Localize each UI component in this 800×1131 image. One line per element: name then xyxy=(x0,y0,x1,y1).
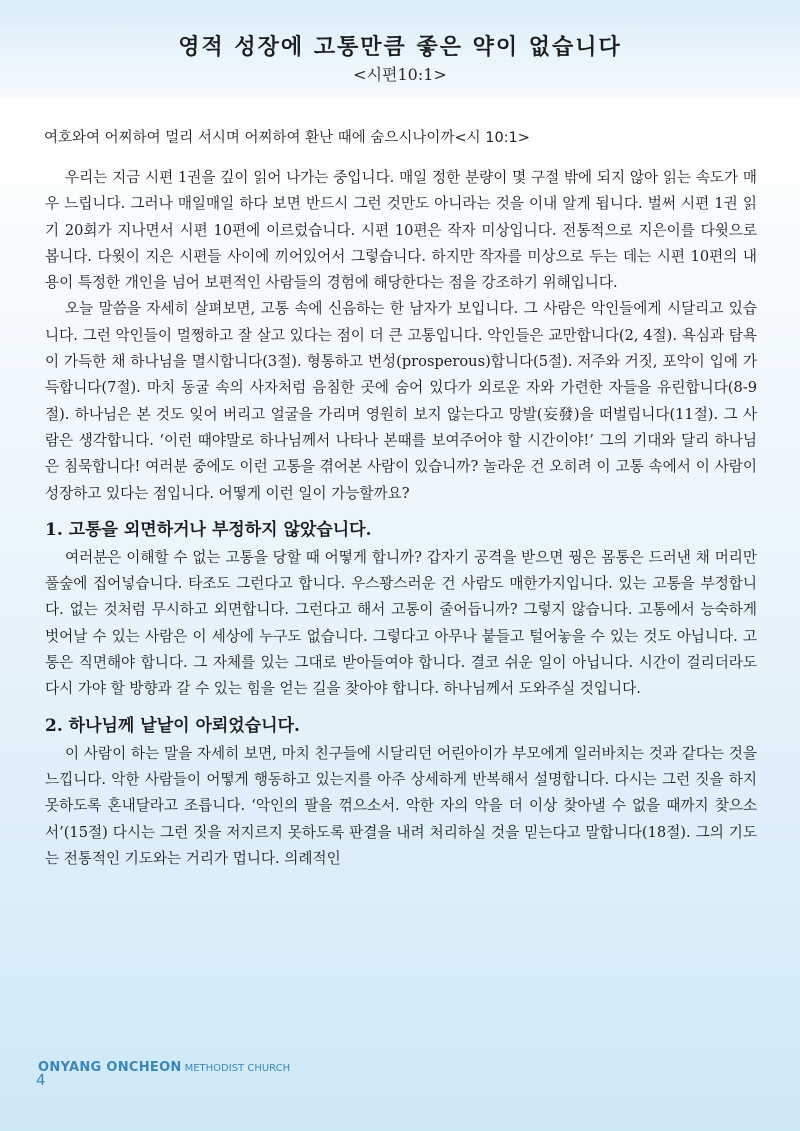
key-verse: 여호와여 어찌하여 멀리 서시며 어찌하여 환난 때에 숨으시나이까<시 10:1> xyxy=(44,130,530,146)
church-logo-text xyxy=(38,1056,290,1075)
scripture-reference: <시편10:1> xyxy=(353,65,447,84)
page-title: 영적 성장에 고통만큼 좋은 약이 없습니다 xyxy=(178,34,622,60)
article-body xyxy=(45,165,757,872)
page-number: 4 xyxy=(36,1071,46,1089)
section-1-heading: 1. 고통을 외면하거나 부정하지 않았습니다. xyxy=(45,519,372,540)
section-2-body: 이 사람이 하는 말을 자세히 보면, 마치 친구들에 시달리던 어린아이가 부모에게 일러바치는 것과 같다는 것을 느낍니다. 악한 사람들이 어떻게 행동하고 있는지를 아주 상세하게 반복해서 설명합니다. 다시는 그런 짓을 하지 못하도록 혼내달라고 조릅니다. ‘악인의 팔을 꺾으소서. 악한 자의 악을 더 이상 찾아낼 수 없을 때까지 찾으소서’(15절) 다시는 그런 짓을 저지르지 못하도록 판결을 내려 처리하실 것을 믿는다고 말합니다(18절). 그의 기도는 전통적인 기도와는 거리가 멉니다. 의례적인 xyxy=(45,744,757,867)
intro-paragraph-1: 우리는 지금 시편 1권을 깊이 읽어 나가는 중입니다. 매일 정한 분량이 몇 구절 밖에 되지 않아 읽는 속도가 매우 느립니다. 그러나 매일매일 하다 보면 반드시 그런 것만도 아니라는 것을 이내 알게 됩니다. 벌써 시편 1권 읽기 20회가 지나면서 시편 10편에 이르렀습니다. 시편 10편은 작자 미상입니다. 전통적으로 지은이를 다윗으로 봅니다. 다윗이 지은 시편들 사이에 끼어있어서 그렇습니다. 하지만 작자를 미상으로 두는 데는 시편 10편의 내용이 특정한 개인을 넘어 보편적인 사람들의 경험에 해당한다는 점을 강조하기 위해입니다. xyxy=(45,169,757,292)
intro-paragraph-2: 오늘 말씀을 자세히 살펴보면, 고통 속에 신음하는 한 남자가 보입니다. 그 사람은 악인들에게 시달리고 있습니다. 그런 악인들이 멀쩡하고 잘 살고 있다는 점이 더 큰 고통입니다. 악인들은 교만합니다(2, 4절). 욕심과 탐욕이 가득한 채 하나님을 멸시합니다(3절). 형통하고 번성(prosperous)합니다(5절). 저주와 거짓, 포악이 입에 가득합니다(7절). 마치 동굴 속의 사자처럼 음침한 곳에 숨어 있다가 외로운 자와 가련한 자들을 유린합니다(8-9절). 하나님은 본 것도 잊어 버리고 얼굴을 가리며 영원히 보지 않는다고 망발(妄發)을 떠벌립니다(11절). 그 사람은 생각합니다. ‘이런 때야말로 하나님께서 나타나 본때를 보여주어야 할 시간이야!’ 그의 기대와 달리 하나님은 침묵합니다! 여러분 중에도 이런 고통을 겪어본 사람이 있습니까? 놀라운 건 오히려 이 고통 속에서 이 사람이 성장하고 있다는 점입니다. 어떻게 이런 일이 가능할까요? xyxy=(45,300,757,502)
church-subtitle: METHODIST CHURCH xyxy=(184,1063,291,1074)
church-name: ONYANG ONCHEON xyxy=(38,1060,182,1075)
section-1-body: 여러분은 이해할 수 없는 고통을 당할 때 어떻게 합니까? 갑자기 공격을 받으면 꿩은 몸통은 드러낸 채 머리만 풀숲에 집어넣습니다. 타조도 그런다고 합니다. 우스꽝스러운 건 사람도 매한가지입니다. 있는 고통을 부정합니다. 없는 것처럼 무시하고 외면합니다. 그런다고 해서 고통이 줄어듭니까? 그렇지 않습니다. 고통에서 능숙하게 벗어날 수 있는 사람은 이 세상에 누구도 없습니다. 그렇다고 아무나 붙들고 털어놓을 수 있는 것도 아닙니다. 고통은 직면해야 합니다. 그 자체를 있는 그대로 받아들여야 합니다. 결코 쉬운 일이 아닙니다. 시간이 걸리더라도 다시 가야 할 방향과 갈 수 있는 힘을 얻는 길을 찾아야 합니다. 하나님께서 도와주실 것입니다. xyxy=(45,548,757,698)
section-2-heading: 2. 하나님께 낱낱이 아뢰었습니다. xyxy=(45,715,300,736)
